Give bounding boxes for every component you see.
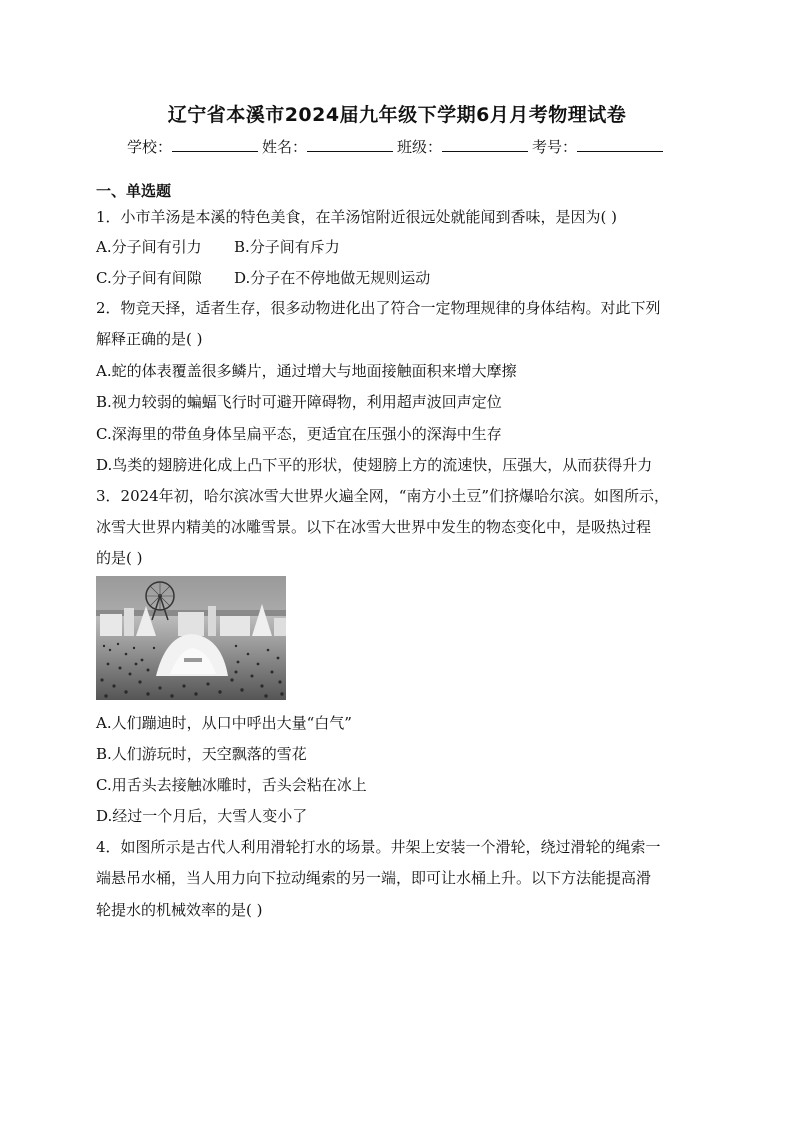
class-blank[interactable] <box>442 137 528 152</box>
q4-stem-line-1: 4．如图所示是古代人利用滑轮打水的场景。井架上安装一个滑轮，绕过滑轮的绳索一 <box>96 838 661 856</box>
school-blank[interactable] <box>172 137 258 152</box>
q1-options-row-1 <box>96 236 340 257</box>
q2-option-d: D.鸟类的翅膀进化成上凸下平的形状，使翅膀上方的流速快，压强大，从而获得升力 <box>96 456 653 474</box>
q1-option-c: C.分子间有间隙 <box>96 269 202 287</box>
number-label: 考号： <box>532 138 578 156</box>
q3-option-d: D.经过一个月后，大雪人变小了 <box>96 807 308 825</box>
q1-option-d: D.分子在不停地做无规则运动 <box>234 269 431 287</box>
q2-option-b: B.视力较弱的蝙蝠飞行时可避开障碍物，利用超声波回声定位 <box>96 393 502 411</box>
q4-stem-line-2: 端悬吊水桶，当人用力向下拉动绳索的另一端，即可让水桶上升。以下方法能提高滑 <box>96 869 652 887</box>
q1-options-row-2 <box>96 267 431 288</box>
number-blank[interactable] <box>577 137 663 152</box>
q2-option-a: A.蛇的体表覆盖很多鳞片，通过增大与地面接触面积来增大摩擦 <box>96 362 517 380</box>
student-info-row <box>0 136 794 157</box>
q1-option-b: B.分子间有斥力 <box>234 238 340 256</box>
ice-sculpture-image <box>96 576 286 700</box>
school-label: 学校： <box>126 138 172 156</box>
q3-stem-line-2: 冰雪大世界内精美的冰雕雪景。以下在冰雪大世界中发生的物态变化中，是吸热过程 <box>96 518 652 536</box>
q4-stem-line-3: 轮提水的机械效率的是( ) <box>96 901 263 919</box>
q2-stem-line-1: 2．物竞天择，适者生存，很多动物进化出了符合一定物理规律的身体结构。对此下列 <box>96 299 661 317</box>
q3-option-c: C.用舌头去接触冰雕时，舌头会粘在冰上 <box>96 776 367 794</box>
class-label: 班级： <box>397 138 443 156</box>
q3-stem-line-1: 3．2024年初，哈尔滨冰雪大世界火遍全网，“南方小土豆”们挤爆哈尔滨。如图所示， <box>96 487 670 505</box>
q2-option-c: C.深海里的带鱼身体呈扁平态，更适宜在压强小的深海中生存 <box>96 425 502 443</box>
q1-option-a: A.分子间有引力 <box>96 238 202 256</box>
q3-option-b: B.人们游玩时，天空飘落的雪花 <box>96 745 307 763</box>
name-blank[interactable] <box>307 137 393 152</box>
q3-stem-line-3: 的是( ) <box>96 549 143 567</box>
ice-snow-world-photo <box>96 576 286 700</box>
q1-stem: 1．小市羊汤是本溪的特色美食，在羊汤馆附近很远处就能闻到香味，是因为( ) <box>96 208 618 226</box>
exam-title: 辽宁省本溪市2024届九年级下学期6月月考物理试卷 <box>167 104 627 126</box>
q3-option-a: A.人们蹦迪时，从口中呼出大量“白气” <box>96 714 352 732</box>
q2-stem-line-2: 解释正确的是( ) <box>96 330 203 348</box>
section-title: 一、单选题 <box>96 182 172 200</box>
name-label: 姓名： <box>261 138 307 156</box>
